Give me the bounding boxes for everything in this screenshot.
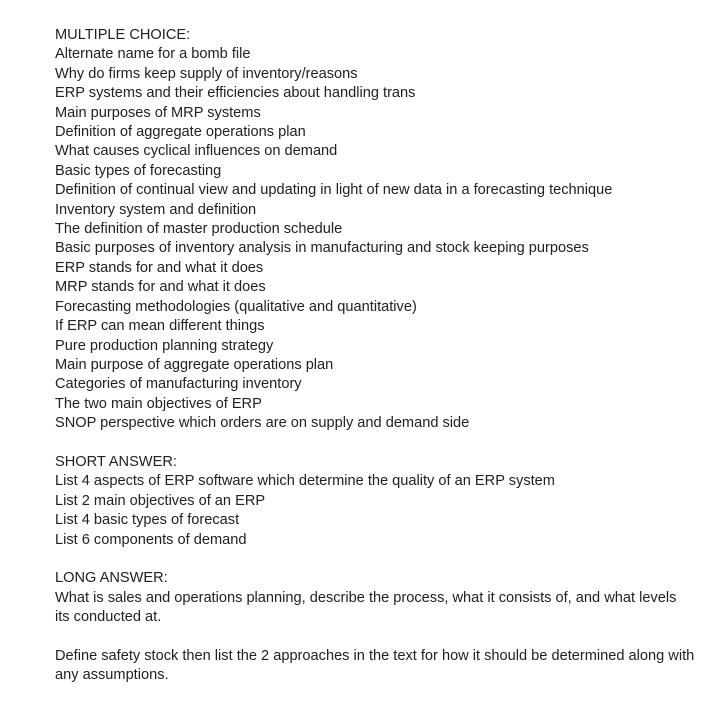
- short-answer-section: [55, 453, 695, 550]
- long-answer-heading: LONG ANSWER:: [55, 570, 168, 587]
- list-item: Basic purposes of inventory analysis in manufacturing and stock keeping purposes: [55, 240, 589, 257]
- list-item: List 2 main objectives of an ERP: [55, 492, 266, 509]
- multiple-choice-heading: MULTIPLE CHOICE:: [55, 27, 191, 43]
- list-item: What causes cyclical influences on demand: [55, 143, 338, 160]
- list-item: Forecasting methodologies (qualitative and quantitative): [55, 298, 417, 315]
- section-spacer: [55, 434, 695, 453]
- list-item: Pure production planning strategy: [55, 337, 274, 354]
- list-item: Alternate name for a bomb file: [55, 46, 251, 63]
- list-item: ERP systems and their efficiencies about handling trans: [55, 85, 416, 102]
- list-item: Main purpose of aggregate operations plan: [55, 356, 334, 373]
- list-item: The definition of master production schedule: [55, 221, 343, 238]
- list-item: Why do firms keep supply of inventory/reasons: [55, 65, 358, 82]
- long-answer-section: [55, 569, 695, 685]
- long-answer-question: Define safety stock then list the 2 approaches in the text for how it should be determined along with any assumptions.: [55, 647, 695, 684]
- list-item: ERP stands for and what it does: [55, 259, 264, 276]
- list-item: List 6 components of demand: [55, 531, 247, 548]
- list-item: Definition of aggregate operations plan: [55, 124, 306, 141]
- document-body: [55, 26, 695, 686]
- list-item: Basic types of forecasting: [55, 162, 222, 179]
- long-answer-question: What is sales and operations planning, describe the process, what it consists of, and what levels its conducted at.: [55, 589, 677, 626]
- list-item: Categories of manufacturing inventory: [55, 376, 302, 393]
- list-item: Definition of continual view and updating in light of new data in a forecasting technique: [55, 182, 613, 199]
- multiple-choice-section: [55, 26, 695, 434]
- paragraph-spacer: [55, 628, 695, 647]
- list-item: List 4 aspects of ERP software which determine the quality of an ERP system: [55, 473, 555, 490]
- list-item: The two main objectives of ERP: [55, 395, 262, 412]
- short-answer-heading: SHORT ANSWER:: [55, 453, 177, 470]
- section-spacer: [55, 550, 695, 569]
- list-item: If ERP can mean different things: [55, 318, 265, 335]
- list-item: Main purposes of MRP systems: [55, 104, 261, 121]
- list-item: SNOP perspective which orders are on supply and demand side: [55, 415, 470, 432]
- list-item: MRP stands for and what it does: [55, 279, 266, 296]
- list-item: Inventory system and definition: [55, 201, 257, 218]
- list-item: List 4 basic types of forecast: [55, 512, 240, 529]
